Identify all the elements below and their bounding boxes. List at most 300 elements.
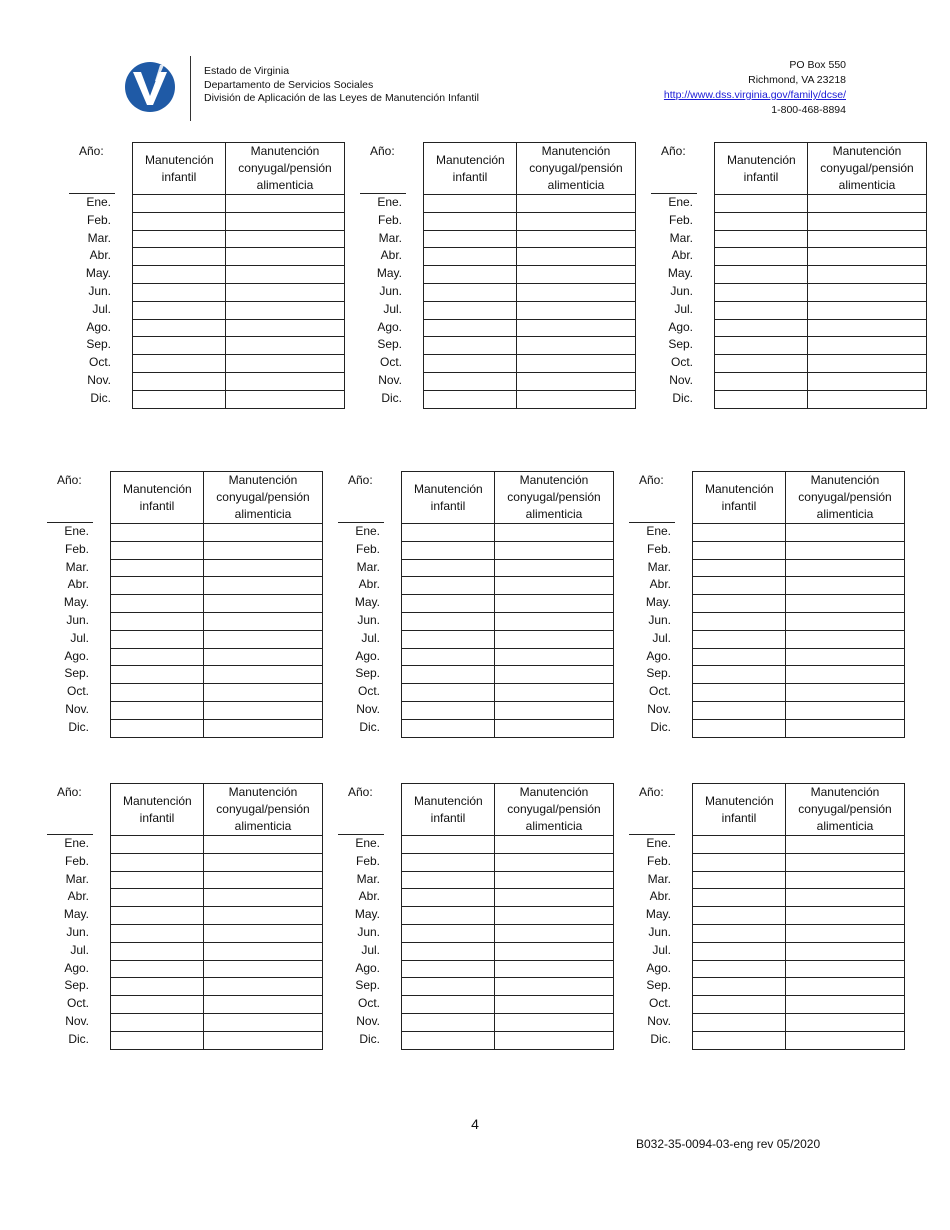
spousal-support-cell[interactable] bbox=[786, 1031, 905, 1049]
spousal-support-cell[interactable] bbox=[786, 648, 905, 666]
table-row bbox=[111, 630, 323, 648]
child-support-cell[interactable] bbox=[693, 996, 786, 1014]
spousal-support-cell[interactable] bbox=[495, 595, 614, 613]
child-support-cell[interactable] bbox=[402, 684, 495, 702]
spousal-support-header: Manutención conyugal/pensión alimenticia bbox=[226, 143, 345, 195]
spousal-support-cell[interactable] bbox=[495, 612, 614, 630]
child-support-cell[interactable] bbox=[111, 1013, 204, 1031]
spousal-support-cell[interactable] bbox=[204, 871, 323, 889]
spousal-support-cell[interactable] bbox=[786, 836, 905, 854]
table-row bbox=[693, 595, 905, 613]
child-support-cell[interactable] bbox=[133, 372, 226, 390]
child-support-cell[interactable] bbox=[111, 1031, 204, 1049]
child-support-cell[interactable] bbox=[424, 195, 517, 213]
child-support-cell[interactable] bbox=[693, 577, 786, 595]
month-label: Oct. bbox=[66, 996, 89, 1011]
spousal-support-cell[interactable] bbox=[495, 719, 614, 737]
child-support-cell[interactable] bbox=[402, 541, 495, 559]
child-support-cell[interactable] bbox=[693, 630, 786, 648]
table-row bbox=[424, 337, 636, 355]
child-support-header: Manutención infantil bbox=[693, 472, 786, 524]
spousal-support-cell[interactable] bbox=[495, 836, 614, 854]
month-label: Nov. bbox=[65, 1013, 89, 1028]
vdss-logo bbox=[124, 61, 176, 113]
child-support-cell[interactable] bbox=[402, 871, 495, 889]
table-row bbox=[693, 853, 905, 871]
spousal-support-cell[interactable] bbox=[786, 996, 905, 1014]
month-label: Ago. bbox=[646, 648, 671, 663]
child-support-cell[interactable] bbox=[424, 390, 517, 408]
spousal-support-cell[interactable] bbox=[517, 230, 636, 248]
year-label: Año: bbox=[57, 473, 82, 487]
spousal-support-cell[interactable] bbox=[786, 666, 905, 684]
month-label: May. bbox=[376, 266, 402, 281]
spousal-support-cell[interactable] bbox=[786, 978, 905, 996]
month-label: Nov. bbox=[356, 701, 380, 716]
spousal-support-cell[interactable] bbox=[226, 212, 345, 230]
child-support-cell[interactable] bbox=[111, 871, 204, 889]
month-label: Jun. bbox=[648, 924, 671, 939]
spousal-support-cell[interactable] bbox=[495, 924, 614, 942]
child-support-cell[interactable] bbox=[693, 1013, 786, 1031]
child-support-cell[interactable] bbox=[693, 666, 786, 684]
child-support-cell[interactable] bbox=[693, 871, 786, 889]
spousal-support-cell[interactable] bbox=[204, 595, 323, 613]
child-support-cell[interactable] bbox=[402, 612, 495, 630]
table-row bbox=[424, 230, 636, 248]
spousal-support-cell[interactable] bbox=[226, 266, 345, 284]
child-support-header: Manutención infantil bbox=[402, 472, 495, 524]
spousal-support-cell[interactable] bbox=[226, 372, 345, 390]
child-support-cell[interactable] bbox=[111, 996, 204, 1014]
spousal-support-cell[interactable] bbox=[495, 684, 614, 702]
child-support-cell[interactable] bbox=[111, 524, 204, 542]
spousal-support-cell[interactable] bbox=[204, 1013, 323, 1031]
child-support-cell[interactable] bbox=[693, 701, 786, 719]
child-support-cell[interactable] bbox=[402, 524, 495, 542]
child-support-cell[interactable] bbox=[133, 337, 226, 355]
child-support-cell[interactable] bbox=[111, 836, 204, 854]
child-support-cell[interactable] bbox=[424, 301, 517, 319]
spousal-support-cell[interactable] bbox=[226, 319, 345, 337]
spousal-support-cell[interactable] bbox=[204, 577, 323, 595]
child-support-cell[interactable] bbox=[715, 372, 808, 390]
spousal-support-cell[interactable] bbox=[517, 195, 636, 213]
table-row bbox=[402, 612, 614, 630]
spousal-support-cell[interactable] bbox=[786, 942, 905, 960]
spousal-support-cell[interactable] bbox=[204, 701, 323, 719]
spousal-support-cell[interactable] bbox=[786, 612, 905, 630]
child-support-cell[interactable] bbox=[402, 889, 495, 907]
child-support-cell[interactable] bbox=[111, 612, 204, 630]
spousal-support-cell[interactable] bbox=[786, 960, 905, 978]
spousal-support-cell[interactable] bbox=[495, 853, 614, 871]
spousal-support-cell[interactable] bbox=[204, 836, 323, 854]
website-link[interactable]: http://www.dss.virginia.gov/family/dcse/ bbox=[663, 89, 846, 101]
child-support-cell[interactable] bbox=[402, 666, 495, 684]
spousal-support-cell[interactable] bbox=[495, 1013, 614, 1031]
child-support-cell[interactable] bbox=[133, 355, 226, 373]
child-support-cell[interactable] bbox=[693, 719, 786, 737]
agency-line: Departamento de Servicios Sociales bbox=[204, 78, 374, 91]
spousal-support-cell[interactable] bbox=[808, 283, 927, 301]
payment-table bbox=[692, 783, 905, 1050]
child-support-cell[interactable] bbox=[693, 942, 786, 960]
child-support-cell[interactable] bbox=[424, 212, 517, 230]
child-support-cell[interactable] bbox=[424, 372, 517, 390]
spousal-support-cell[interactable] bbox=[495, 978, 614, 996]
spousal-support-cell[interactable] bbox=[808, 390, 927, 408]
year-block bbox=[338, 471, 613, 741]
month-label: Ene. bbox=[355, 524, 380, 538]
month-label: Jun. bbox=[66, 924, 89, 939]
month-label: Jun. bbox=[66, 612, 89, 627]
year-block bbox=[338, 783, 613, 1053]
spousal-support-cell[interactable] bbox=[786, 524, 905, 542]
child-support-cell[interactable] bbox=[715, 301, 808, 319]
child-support-cell[interactable] bbox=[693, 836, 786, 854]
child-support-cell[interactable] bbox=[402, 907, 495, 925]
spousal-support-cell[interactable] bbox=[204, 630, 323, 648]
spousal-support-cell[interactable] bbox=[808, 266, 927, 284]
spousal-support-cell[interactable] bbox=[517, 266, 636, 284]
child-support-cell[interactable] bbox=[693, 684, 786, 702]
child-support-cell[interactable] bbox=[111, 577, 204, 595]
table-row bbox=[424, 212, 636, 230]
spousal-support-cell[interactable] bbox=[226, 248, 345, 266]
spousal-support-cell[interactable] bbox=[786, 684, 905, 702]
child-support-cell[interactable] bbox=[693, 960, 786, 978]
child-support-cell[interactable] bbox=[133, 248, 226, 266]
child-support-cell[interactable] bbox=[693, 1031, 786, 1049]
month-label: Feb. bbox=[377, 212, 402, 227]
spousal-support-cell[interactable] bbox=[786, 907, 905, 925]
child-support-cell[interactable] bbox=[402, 942, 495, 960]
child-support-cell[interactable] bbox=[424, 319, 517, 337]
spousal-support-cell[interactable] bbox=[226, 230, 345, 248]
year-block bbox=[47, 783, 322, 1053]
spousal-support-cell[interactable] bbox=[808, 230, 927, 248]
child-support-cell[interactable] bbox=[111, 630, 204, 648]
child-support-cell[interactable] bbox=[402, 559, 495, 577]
table-row bbox=[715, 355, 927, 373]
year-label: Año: bbox=[57, 785, 82, 799]
spousal-support-cell[interactable] bbox=[204, 648, 323, 666]
spousal-support-cell[interactable] bbox=[204, 541, 323, 559]
month-label: Sep. bbox=[355, 978, 380, 993]
spousal-support-cell[interactable] bbox=[226, 195, 345, 213]
spousal-support-cell[interactable] bbox=[204, 960, 323, 978]
table-row bbox=[424, 390, 636, 408]
spousal-support-cell[interactable] bbox=[808, 337, 927, 355]
spousal-support-cell[interactable] bbox=[204, 666, 323, 684]
child-support-cell[interactable] bbox=[693, 889, 786, 907]
child-support-cell[interactable] bbox=[111, 701, 204, 719]
table-row bbox=[111, 648, 323, 666]
spousal-support-cell[interactable] bbox=[204, 942, 323, 960]
spousal-support-cell[interactable] bbox=[204, 719, 323, 737]
table-row bbox=[111, 1013, 323, 1031]
spousal-support-cell[interactable] bbox=[204, 853, 323, 871]
month-label: Abr. bbox=[67, 889, 89, 904]
child-support-cell[interactable] bbox=[402, 924, 495, 942]
spousal-support-cell[interactable] bbox=[495, 871, 614, 889]
child-support-cell[interactable] bbox=[424, 230, 517, 248]
payment-table bbox=[714, 142, 927, 409]
child-support-cell[interactable] bbox=[715, 248, 808, 266]
child-support-cell[interactable] bbox=[402, 719, 495, 737]
spousal-support-cell[interactable] bbox=[786, 559, 905, 577]
spousal-support-cell[interactable] bbox=[204, 524, 323, 542]
child-support-cell[interactable] bbox=[111, 666, 204, 684]
month-label: Abr. bbox=[649, 889, 671, 904]
child-support-cell[interactable] bbox=[693, 978, 786, 996]
spousal-support-cell[interactable] bbox=[786, 577, 905, 595]
table-row bbox=[402, 924, 614, 942]
month-label: Ene. bbox=[668, 195, 693, 209]
child-support-cell[interactable] bbox=[133, 266, 226, 284]
spousal-support-cell[interactable] bbox=[495, 541, 614, 559]
spousal-support-cell[interactable] bbox=[517, 337, 636, 355]
year-block bbox=[47, 471, 322, 741]
month-label: Nov. bbox=[378, 372, 402, 387]
year-block bbox=[651, 142, 926, 412]
spousal-support-cell[interactable] bbox=[786, 595, 905, 613]
child-support-cell[interactable] bbox=[424, 355, 517, 373]
child-support-header: Manutención infantil bbox=[111, 472, 204, 524]
spousal-support-cell[interactable] bbox=[517, 283, 636, 301]
spousal-support-cell[interactable] bbox=[204, 978, 323, 996]
spousal-support-cell[interactable] bbox=[204, 612, 323, 630]
table-row bbox=[693, 942, 905, 960]
child-support-cell[interactable] bbox=[111, 924, 204, 942]
spousal-support-cell[interactable] bbox=[786, 853, 905, 871]
child-support-cell[interactable] bbox=[693, 648, 786, 666]
child-support-cell[interactable] bbox=[133, 319, 226, 337]
spousal-support-cell[interactable] bbox=[495, 666, 614, 684]
spousal-support-cell[interactable] bbox=[495, 889, 614, 907]
table-row bbox=[133, 390, 345, 408]
month-labels bbox=[47, 835, 93, 1049]
table-row bbox=[111, 889, 323, 907]
spousal-support-cell[interactable] bbox=[226, 301, 345, 319]
month-label: Jul. bbox=[383, 301, 402, 316]
spousal-support-cell[interactable] bbox=[495, 960, 614, 978]
child-support-cell[interactable] bbox=[111, 978, 204, 996]
spousal-support-cell[interactable] bbox=[204, 889, 323, 907]
spousal-support-cell[interactable] bbox=[495, 630, 614, 648]
child-support-cell[interactable] bbox=[402, 996, 495, 1014]
month-label: Mar. bbox=[65, 559, 89, 574]
spousal-support-cell[interactable] bbox=[808, 195, 927, 213]
table-row bbox=[693, 996, 905, 1014]
spousal-support-cell[interactable] bbox=[495, 942, 614, 960]
child-support-cell[interactable] bbox=[424, 283, 517, 301]
month-label: Sep. bbox=[377, 337, 402, 352]
month-label: May. bbox=[85, 266, 111, 281]
month-label: May. bbox=[645, 595, 671, 610]
spousal-support-cell[interactable] bbox=[495, 996, 614, 1014]
child-support-cell[interactable] bbox=[693, 541, 786, 559]
child-support-cell[interactable] bbox=[111, 942, 204, 960]
table-row bbox=[715, 230, 927, 248]
year-block bbox=[629, 471, 904, 741]
child-support-cell[interactable] bbox=[693, 924, 786, 942]
child-support-cell[interactable] bbox=[424, 337, 517, 355]
spousal-support-cell[interactable] bbox=[808, 319, 927, 337]
child-support-cell[interactable] bbox=[402, 577, 495, 595]
child-support-cell[interactable] bbox=[693, 907, 786, 925]
child-support-cell[interactable] bbox=[402, 836, 495, 854]
child-support-cell[interactable] bbox=[715, 195, 808, 213]
child-support-cell[interactable] bbox=[402, 701, 495, 719]
spousal-support-cell[interactable] bbox=[517, 390, 636, 408]
child-support-header: Manutención infantil bbox=[693, 784, 786, 836]
child-support-cell[interactable] bbox=[111, 889, 204, 907]
spousal-support-cell[interactable] bbox=[226, 337, 345, 355]
child-support-cell[interactable] bbox=[111, 559, 204, 577]
spousal-support-cell[interactable] bbox=[808, 248, 927, 266]
table-row bbox=[402, 684, 614, 702]
child-support-cell[interactable] bbox=[133, 390, 226, 408]
child-support-cell[interactable] bbox=[133, 283, 226, 301]
child-support-cell[interactable] bbox=[111, 719, 204, 737]
spousal-support-cell[interactable] bbox=[786, 871, 905, 889]
spousal-support-cell[interactable] bbox=[517, 212, 636, 230]
spousal-support-cell[interactable] bbox=[226, 355, 345, 373]
child-support-cell[interactable] bbox=[402, 960, 495, 978]
spousal-support-cell[interactable] bbox=[226, 283, 345, 301]
month-label: Jul. bbox=[361, 942, 380, 957]
child-support-cell[interactable] bbox=[111, 960, 204, 978]
child-support-cell[interactable] bbox=[715, 355, 808, 373]
child-support-cell[interactable] bbox=[402, 648, 495, 666]
year-label: Año: bbox=[348, 785, 373, 799]
table-row bbox=[111, 612, 323, 630]
spousal-support-cell[interactable] bbox=[204, 996, 323, 1014]
child-support-cell[interactable] bbox=[111, 684, 204, 702]
table-row bbox=[424, 195, 636, 213]
child-support-cell[interactable] bbox=[402, 1031, 495, 1049]
child-support-cell[interactable] bbox=[133, 212, 226, 230]
spousal-support-cell[interactable] bbox=[495, 701, 614, 719]
payment-table bbox=[132, 142, 345, 409]
child-support-cell[interactable] bbox=[402, 978, 495, 996]
child-support-cell[interactable] bbox=[715, 266, 808, 284]
spousal-support-cell[interactable] bbox=[517, 355, 636, 373]
spousal-support-cell[interactable] bbox=[808, 301, 927, 319]
child-support-cell[interactable] bbox=[133, 230, 226, 248]
child-support-cell[interactable] bbox=[715, 212, 808, 230]
spousal-support-cell[interactable] bbox=[786, 1013, 905, 1031]
spousal-support-cell[interactable] bbox=[495, 1031, 614, 1049]
table-row bbox=[402, 836, 614, 854]
spousal-support-cell[interactable] bbox=[204, 559, 323, 577]
month-label: Ago. bbox=[355, 648, 380, 663]
spousal-support-cell[interactable] bbox=[786, 924, 905, 942]
child-support-cell[interactable] bbox=[402, 595, 495, 613]
child-support-cell[interactable] bbox=[693, 559, 786, 577]
child-support-cell[interactable] bbox=[402, 1013, 495, 1031]
spousal-support-cell[interactable] bbox=[226, 390, 345, 408]
child-support-cell[interactable] bbox=[424, 248, 517, 266]
spousal-support-cell[interactable] bbox=[786, 701, 905, 719]
child-support-cell[interactable] bbox=[693, 524, 786, 542]
contact-info bbox=[664, 58, 846, 118]
spousal-support-cell[interactable] bbox=[204, 907, 323, 925]
spousal-support-cell[interactable] bbox=[786, 889, 905, 907]
child-support-cell[interactable] bbox=[111, 541, 204, 559]
month-label: Abr. bbox=[89, 248, 111, 263]
child-support-cell[interactable] bbox=[133, 195, 226, 213]
spousal-support-cell[interactable] bbox=[808, 212, 927, 230]
child-support-cell[interactable] bbox=[715, 283, 808, 301]
table-row bbox=[133, 283, 345, 301]
spousal-support-cell[interactable] bbox=[786, 630, 905, 648]
table-row bbox=[402, 996, 614, 1014]
spousal-support-cell[interactable] bbox=[204, 924, 323, 942]
spousal-support-cell[interactable] bbox=[495, 559, 614, 577]
month-label: Ene. bbox=[355, 836, 380, 850]
table-row bbox=[693, 666, 905, 684]
child-support-cell[interactable] bbox=[111, 595, 204, 613]
spousal-support-cell[interactable] bbox=[517, 319, 636, 337]
spousal-support-cell[interactable] bbox=[204, 684, 323, 702]
spousal-support-cell[interactable] bbox=[204, 1031, 323, 1049]
spousal-support-cell[interactable] bbox=[808, 355, 927, 373]
spousal-support-cell[interactable] bbox=[786, 719, 905, 737]
spousal-support-cell[interactable] bbox=[495, 524, 614, 542]
child-support-cell[interactable] bbox=[715, 337, 808, 355]
month-labels bbox=[338, 523, 384, 737]
month-label: Dic. bbox=[68, 719, 89, 734]
month-label: Oct. bbox=[66, 684, 89, 699]
month-label: Abr. bbox=[67, 577, 89, 592]
child-support-cell[interactable] bbox=[402, 853, 495, 871]
child-support-cell[interactable] bbox=[715, 230, 808, 248]
month-label: Mar. bbox=[65, 871, 89, 886]
spousal-support-cell[interactable] bbox=[517, 372, 636, 390]
child-support-cell[interactable] bbox=[424, 266, 517, 284]
child-support-cell[interactable] bbox=[715, 319, 808, 337]
phone-number: 1-800-468-8894 bbox=[771, 104, 846, 116]
child-support-cell[interactable] bbox=[402, 630, 495, 648]
table-row bbox=[111, 719, 323, 737]
spousal-support-cell[interactable] bbox=[808, 372, 927, 390]
spousal-support-cell[interactable] bbox=[495, 907, 614, 925]
spousal-support-cell[interactable] bbox=[495, 577, 614, 595]
child-support-cell[interactable] bbox=[111, 648, 204, 666]
table-row bbox=[133, 230, 345, 248]
spousal-support-cell[interactable] bbox=[786, 541, 905, 559]
table-row bbox=[693, 577, 905, 595]
month-label: Feb. bbox=[668, 212, 693, 227]
spousal-support-cell[interactable] bbox=[517, 248, 636, 266]
month-label: Abr. bbox=[671, 248, 693, 263]
month-label: Sep. bbox=[64, 666, 89, 681]
month-label: Ago. bbox=[668, 319, 693, 334]
child-support-cell[interactable] bbox=[133, 301, 226, 319]
spousal-support-header: Manutención conyugal/pensión alimenticia bbox=[517, 143, 636, 195]
child-support-cell[interactable] bbox=[111, 907, 204, 925]
child-support-cell[interactable] bbox=[693, 853, 786, 871]
spousal-support-cell[interactable] bbox=[517, 301, 636, 319]
child-support-cell[interactable] bbox=[111, 853, 204, 871]
child-support-cell[interactable] bbox=[693, 612, 786, 630]
spousal-support-cell[interactable] bbox=[495, 648, 614, 666]
child-support-cell[interactable] bbox=[693, 595, 786, 613]
child-support-cell[interactable] bbox=[715, 390, 808, 408]
